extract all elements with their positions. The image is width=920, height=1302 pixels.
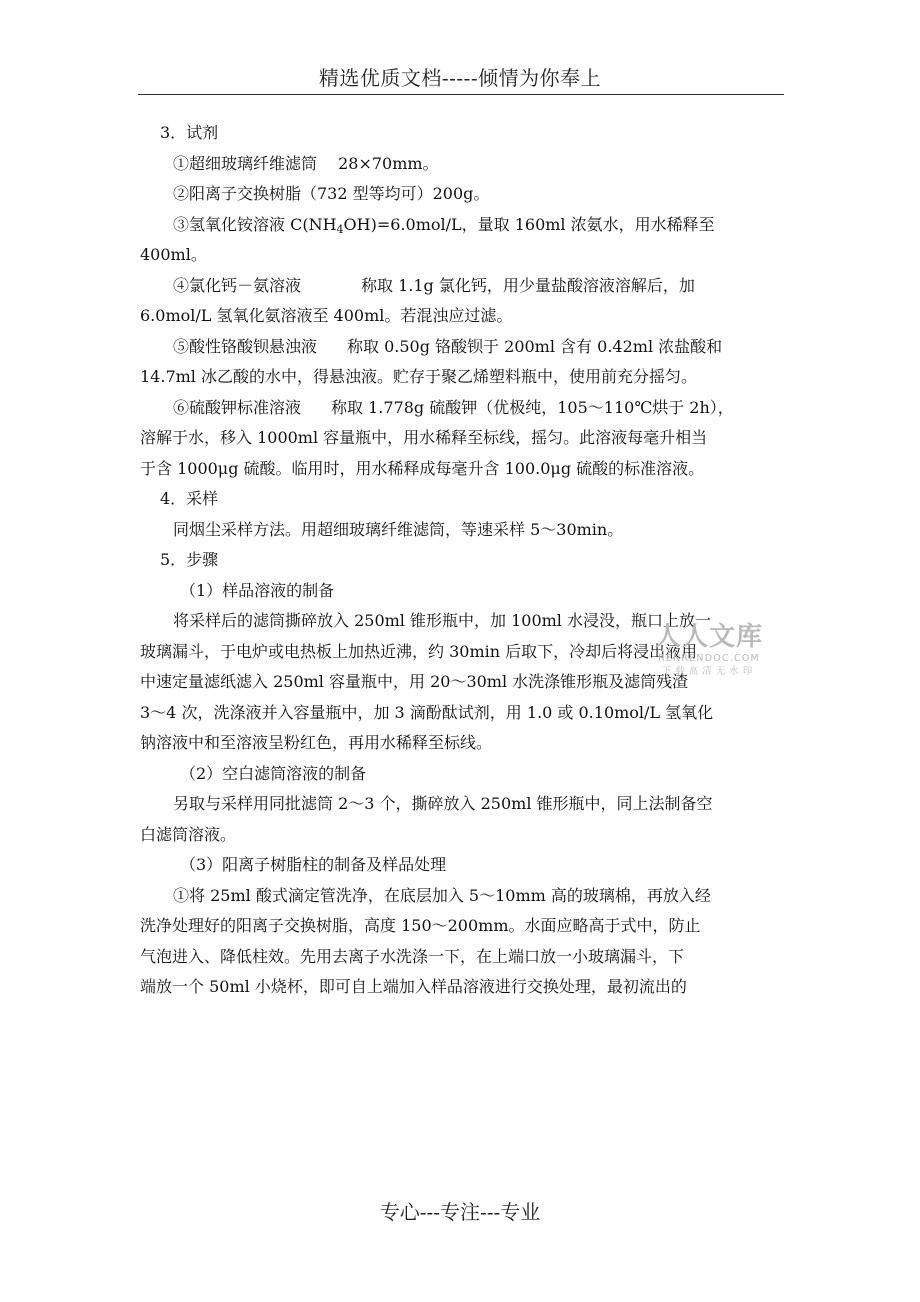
reagent-item-3-continued: 400ml。	[140, 245, 207, 264]
section-heading-reagents: 3．试剂	[160, 123, 219, 142]
procedure-paragraph-3-line-2: 洗净处理好的阳离子交换树脂，高度 150～200mm。水面应略高于式中，防止	[140, 916, 701, 935]
sampling-paragraph: 同烟尘采样方法。用超细玻璃纤维滤筒，等速采样 5～30min。	[173, 519, 624, 539]
watermark-title: 人人文库	[654, 622, 763, 652]
section-heading-sampling: 4．采样	[160, 489, 219, 508]
procedure-paragraph-1-line-3: 中速定量滤纸滤入 250ml 容量瓶中，用 20～30ml 水洗涤锥形瓶及滤筒残渣	[140, 672, 689, 691]
reagent-item-6: ⑥硫酸钾标准溶液 称取 1.778g 硫酸钾（优极纯，105～110℃烘于 2h），	[173, 397, 734, 417]
subheading-sample-solution: （1）样品溶液的制备	[180, 580, 335, 600]
procedure-paragraph-2-line-1: 另取与采样用同批滤筒 2～3 个，撕碎放入 250ml 锥形瓶中，同上法制备空	[173, 794, 713, 813]
procedure-paragraph-1-line-5: 钠溶液中和至溶液呈粉红色，再用水稀释至标线。	[140, 733, 493, 752]
reagent-item-5: ⑤酸性铬酸钡悬浊液 称取 0.50g 铬酸钡于 200ml 含有 0.42ml 浓盐酸和	[173, 336, 723, 356]
reagent-item-4: ④氯化钙－氨溶液 称取 1.1g 氯化钙，用少量盐酸溶液溶解后，加	[173, 275, 695, 295]
subheading-blank-solution: （2）空白滤筒溶液的制备	[180, 763, 367, 783]
procedure-paragraph-3-line-4: 端放一个 50ml 小烧杯，即可自上端加入样品溶液进行交换处理，最初流出的	[140, 977, 687, 996]
reagent-item-3: ③氢氧化铵溶液 $C(NH_4OH)=6.0mol/L$，量取 160ml 浓氨水，用水稀释至	[173, 214, 715, 236]
reagent-item-2: ②阳离子交换树脂（732 型等均可）200g。	[173, 184, 490, 203]
reagent-item-4-continued: 6.0mol/L 氢氧化氨溶液至 400ml。若混浊应过滤。	[140, 306, 513, 325]
procedure-paragraph-2-line-2: 白滤筒溶液。	[140, 824, 237, 844]
reagent-item-6-continued-1: 溶解于水，移入 1000ml 容量瓶中，用水稀释至标线，摇匀。此溶液每毫升相当	[140, 428, 708, 447]
procedure-paragraph-1-line-2: 玻璃漏斗，于电炉或电热板上加热近沸，约 30min 后取下，冷却后将浸出液用	[140, 641, 698, 661]
reagent-item-1: ①超细玻璃纤维滤筒 28×70mm。	[173, 153, 439, 173]
procedure-paragraph-1-line-4: 3～4 次，洗涤液并入容量瓶中，加 3 滴酚酞试剂，用 1.0 或 0.10mol/L 氢氧化	[140, 702, 714, 722]
watermark-subtitle: 下载高清无水印	[661, 666, 757, 677]
watermark-domain: RENRENDOC.COM	[658, 653, 760, 664]
procedure-paragraph-3-line-1: ①将 25ml 酸式滴定管洗净，在底层加入 5～10mm 高的玻璃棉，再放入经	[173, 885, 711, 905]
procedure-paragraph-1-line-1: 将采样后的滤筒撕碎放入 250ml 锥形瓶中，加 100ml 水浸没，瓶口上放一	[173, 611, 712, 630]
watermark-logo	[646, 622, 772, 678]
reagent-item-5-continued: 14.7ml 冰乙酸的水中，得悬浊液。贮存于聚乙烯塑料瓶中，使用前充分摇匀。	[140, 367, 698, 386]
page-footer: 专心---专注---专业	[379, 1200, 541, 1224]
page-header: 精选优质文档-----倾情为你奉上	[318, 66, 602, 90]
reagent-item-6-continued-2: 于含 1000μg 硫酸。临用时，用水稀释成每毫升含 100.0μg 硫酸的标准溶液。	[140, 458, 705, 478]
section-heading-procedure: 5．步骤	[160, 550, 219, 569]
header-rule	[138, 94, 784, 95]
subheading-resin-column: （3）阳离子树脂柱的制备及样品处理	[180, 855, 447, 874]
procedure-paragraph-3-line-3: 气泡进入、降低柱效。先用去离子水洗涤一下，在上端口放一小玻璃漏斗，下	[140, 946, 685, 966]
document-body	[140, 118, 780, 1003]
